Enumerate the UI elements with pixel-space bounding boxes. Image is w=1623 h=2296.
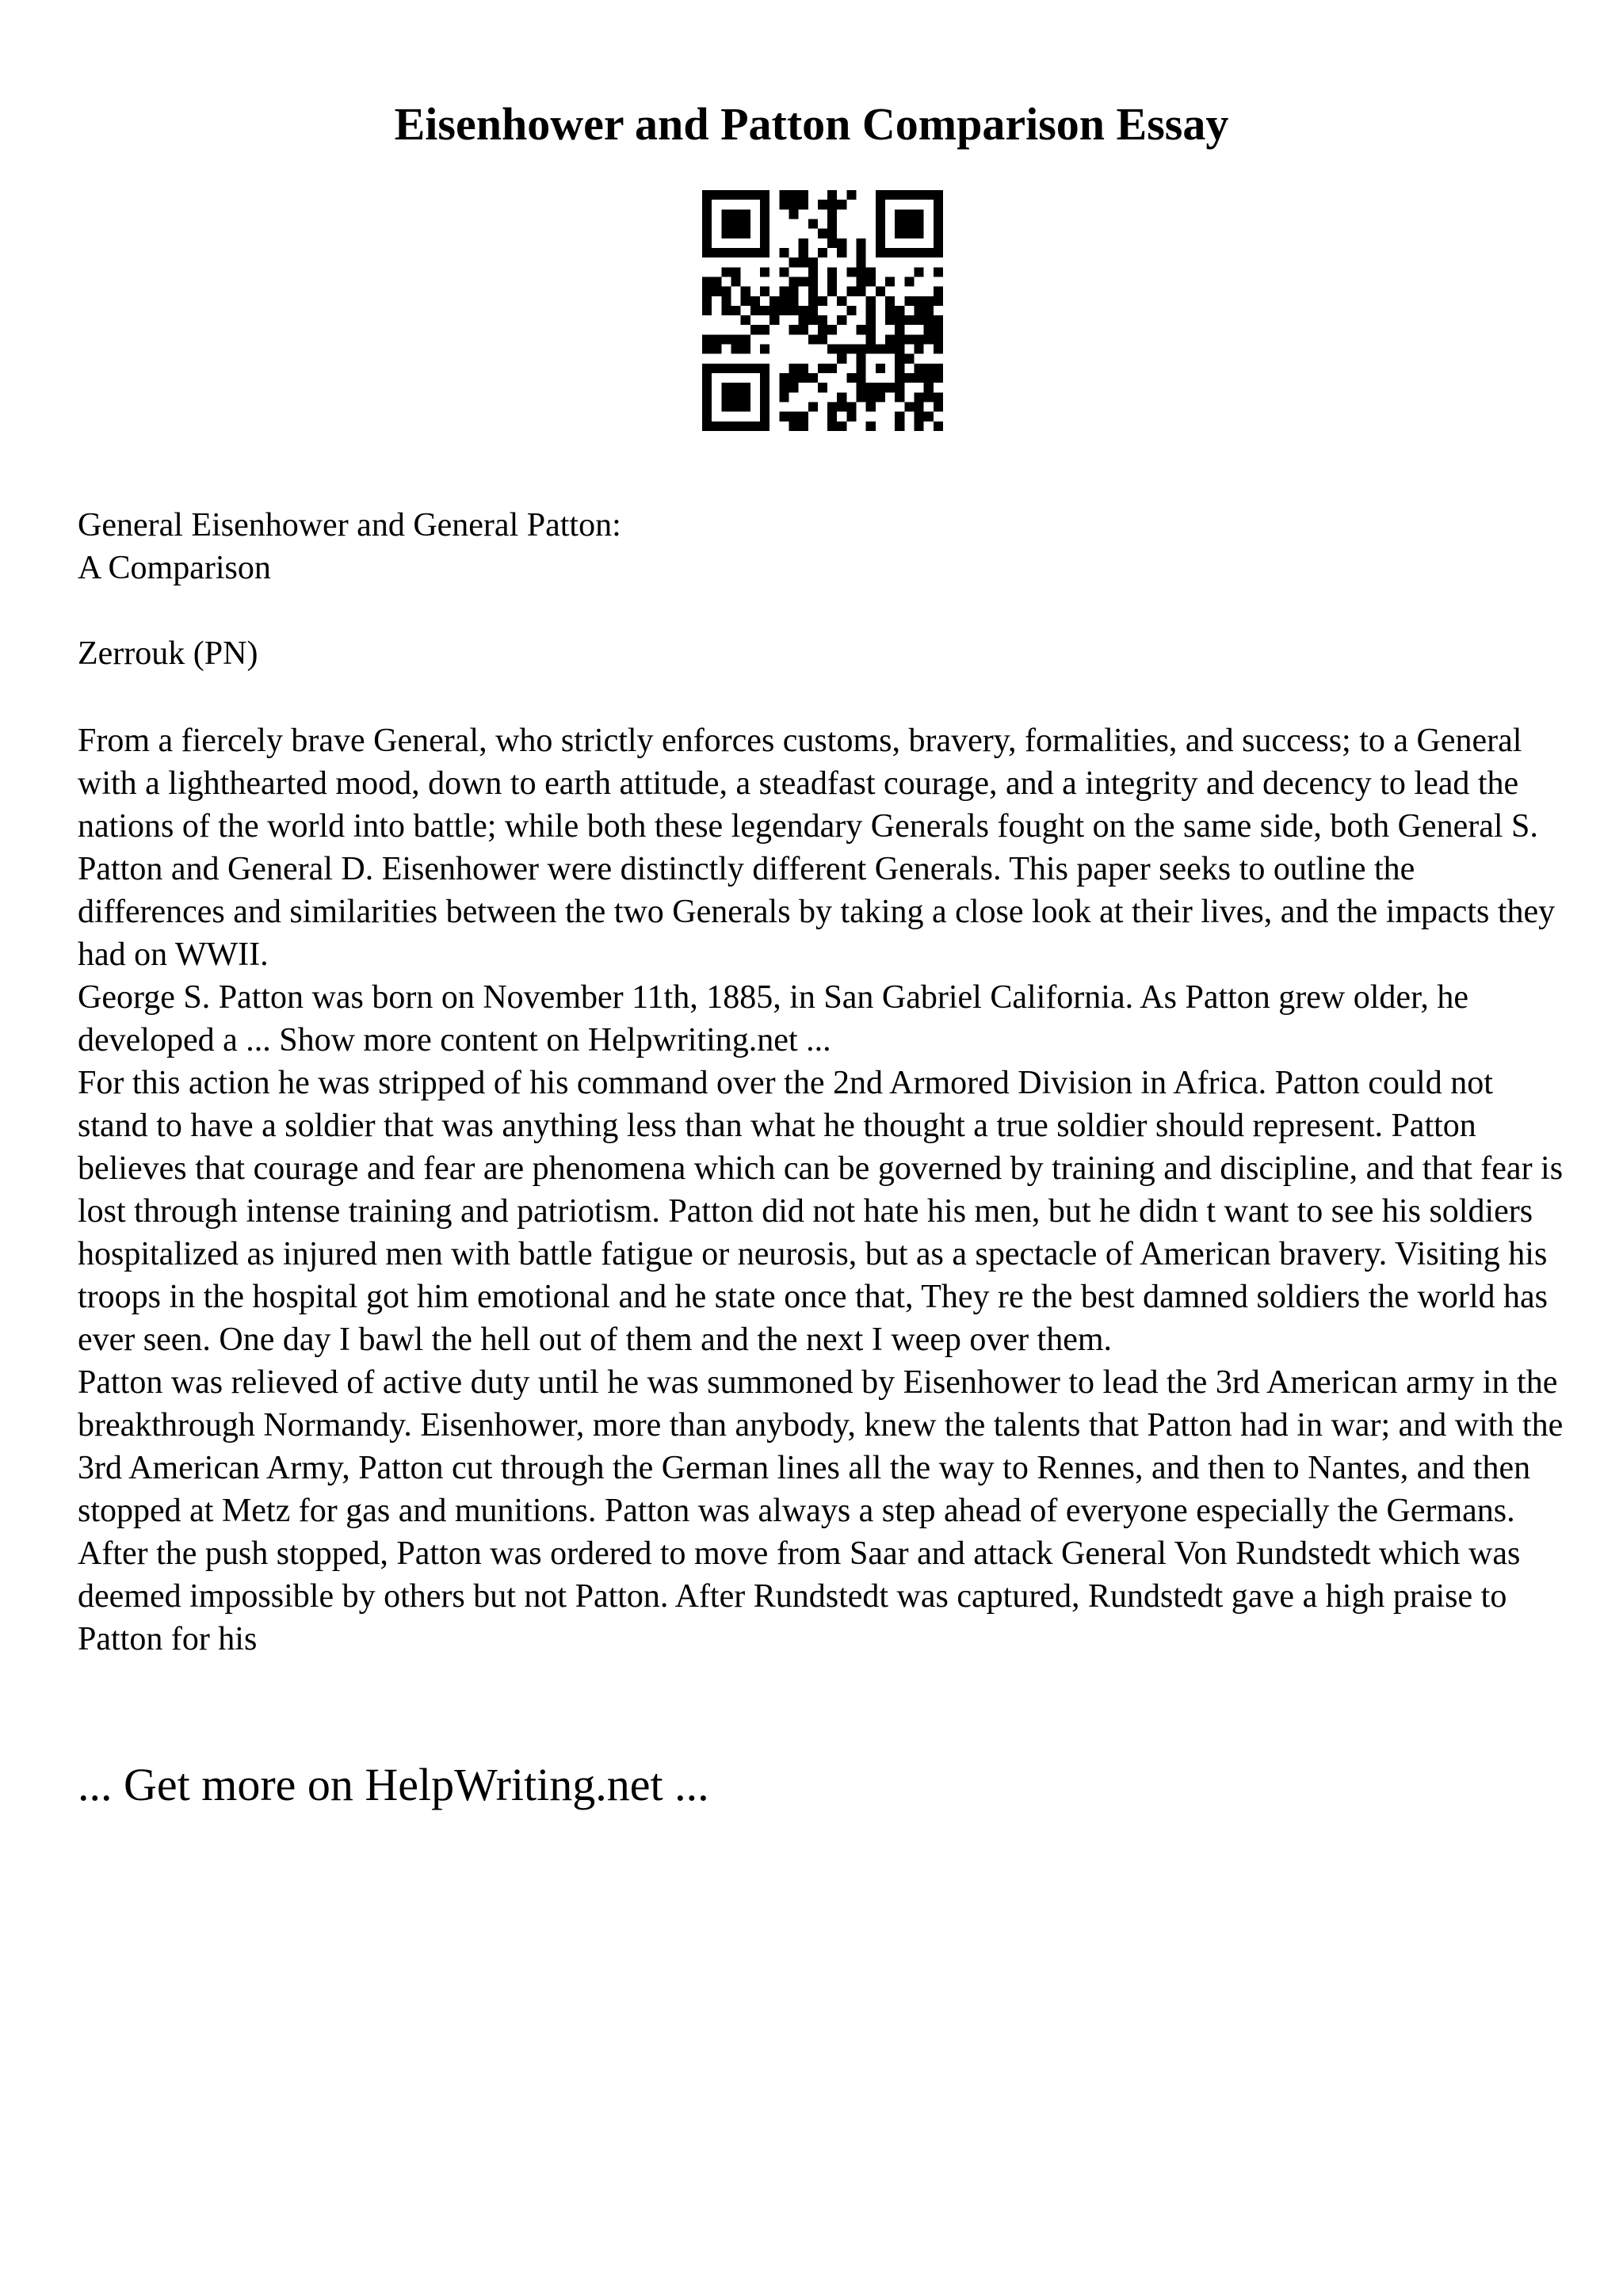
essay-heading-line-2: A Comparison [78, 550, 271, 586]
paragraph-birth: George S. Patton was born on November 11th, 1885, in San Gabriel California. As Patton grew older, he developed a ... Show more content on Helpwriting.net ... [78, 979, 1469, 1058]
document-body [78, 504, 1568, 1661]
document-title: Eisenhower and Patton Comparison Essay [394, 98, 1229, 150]
qr-code-icon [702, 190, 943, 431]
essay-heading-line-1: General Eisenhower and General Patton: [78, 507, 621, 543]
get-more-link[interactable]: ... Get more on HelpWriting.net ... [78, 1759, 709, 1810]
paragraph-command: For this action he was stripped of his command over the 2nd Armored Division in Africa. Patton could not stand to have a soldier that was anything less than what he thought a true soldier should represent. Patton believes that courage and fear are phenomena which can be governed by training and discipline, and that fear is lost through intense training and patriotism. Patton did not hate his men, but he didn t want to see his soldiers hospitalized as injured men with battle fatigue or neurosis, but as a spectacle of American bravery. Visiting his troops in the hospital got him emotional and he state once that, They re the best damned soldiers the world has ever seen. One day I bawl the hell out of them and the next I weep over them. [78, 1065, 1564, 1358]
paragraph-intro: From a fiercely brave General, who strictly enforces customs, bravery, formalities, and success; to a General with a lighthearted mood, down to earth attitude, a steadfast courage, and a integrity and decency to lead the nations of the world into battle; while both these legendary Generals fought on the same side, both General S. Patton and General D. Eisenhower were distinctly different Generals. This paper seeks to outline the differences and similarities between the two Generals by taking a close look at their lives, and the impacts they had on WWII. [78, 723, 1556, 973]
author-line: Zerrouk (PN) [78, 635, 258, 672]
paragraph-normandy: Patton was relieved of active duty until he was summoned by Eisenhower to lead the 3rd American army in the breakthrough Normandy. Eisenhower, more than anybody, knew the talents that Patton had in war; and with the 3rd American Army, Patton cut through the German lines all the way to Rennes, and then to Nantes, and then stopped at Metz for gas and munitions. Patton was always a step ahead of everyone especially the Germans. After the push stopped, Patton was ordered to move from Saar and attack General Von Rundstedt which was deemed impossible by others but not Patton. After Rundstedt was captured, Rundstedt gave a high praise to Patton for his [78, 1364, 1564, 1657]
